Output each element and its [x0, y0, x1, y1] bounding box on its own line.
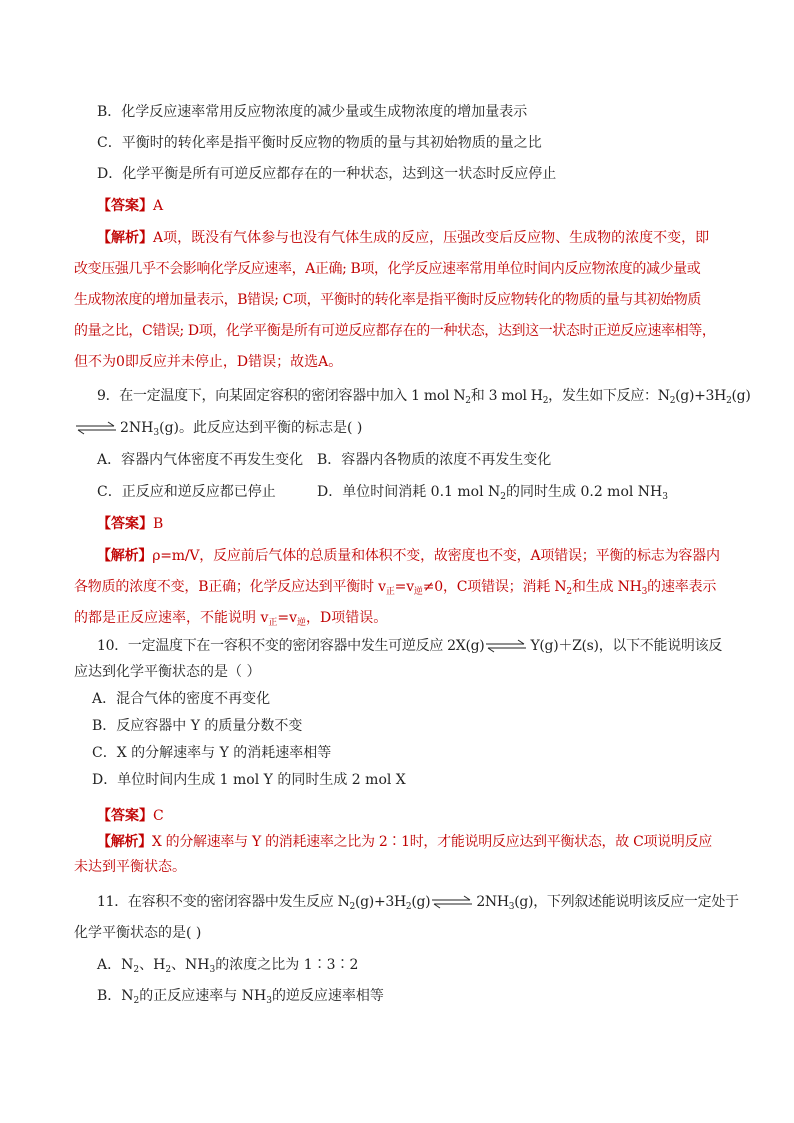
equilibrium-arrow-icon: [74, 418, 120, 438]
q9-analysis-line-1: 【解析】ρ=m/V，反应前后气体的总质量和体积不变，故密度也不变，A项错误；平衡的标志为容器内: [97, 548, 720, 564]
answer-label: 【答案】: [97, 808, 153, 824]
q11-option-b: B．$N_2$的正反应速率与 $NH_3$的逆反应速率相等: [97, 988, 384, 1006]
q11-option-a: A．$N_2$、$H_2$、$NH_3$的浓度之比为 1∶3∶2: [97, 957, 359, 975]
q11-stem-line-2: 化学平衡状态的是( ): [74, 925, 202, 941]
q8-option-b: B．化学反应速率常用反应物浓度的减少量或生成物浓度的增加量表示: [97, 104, 528, 120]
q8-analysis-line-3: 生成物浓度的增加量表示，B错误; C项，平衡时的转化率是指平衡时反应物转化的物质的量与其初始物质: [74, 292, 701, 308]
q9-analysis-line-3: 的都是正反应速率，不能说明 $v_正=v_逆$，D项错误。: [74, 610, 388, 628]
q9-analysis-line-2: 各物质的浓度不变，B正确；化学反应达到平衡时 $v_正=v_逆\ne 0$，C项错误；消耗 $N_2$和生成 $NH_3$的速率表示: [74, 579, 717, 597]
q9-option-a: A．容器内气体密度不再发生变化: [97, 452, 304, 468]
q8-analysis-line-4: 的量之比，C错误; D项，化学平衡是所有可逆反应都存在的一种状态，达到这一状态时正逆反应速率相等，: [74, 323, 716, 339]
q10-stem-line-2: 应达到化学平衡状态的是（ ）: [74, 664, 261, 680]
equilibrium-arrow-icon: [484, 636, 530, 656]
q10-analysis-line-2: 未达到平衡状态。: [74, 859, 186, 875]
q8-option-d: D．化学平衡是所有可逆反应都存在的一种状态，达到这一状态时反应停止: [97, 166, 557, 182]
analysis-label: 【解析】: [97, 834, 152, 850]
analysis-label: 【解析】: [97, 548, 153, 564]
q10-option-c: C．X 的分解速率与 Y 的消耗速率相等: [92, 745, 332, 761]
q9-stem-line-1: 9．在一定温度下，向某固定容积的密闭容器中加入 1 mol $N_2$和 3 mol $H_2$，发生如下反应：$N_2(g)+3H_2(g)$: [97, 388, 751, 406]
q10-answer: [97, 806, 164, 826]
analysis-label: 【解析】: [97, 230, 153, 246]
answer-label: 【答案】: [97, 198, 153, 214]
q8-analysis-line-5: 但不为0即反应并未停止，D错误；故选A。: [74, 354, 343, 370]
q8-analysis-line-2: 改变压强几乎不会影响化学反应速率，A正确; B项，化学反应速率常用单位时间内反应物浓度的减少量或: [74, 261, 701, 277]
q9-option-b: B．容器内各物质的浓度不再发生变化: [317, 452, 552, 468]
q10-option-d: D．单位时间内生成 1 mol Y 的同时生成 2 mol X: [92, 772, 406, 788]
equilibrium-arrow-icon: [430, 892, 476, 912]
answer-value: B: [153, 516, 164, 532]
q9-answer: [97, 514, 163, 534]
q10-analysis-line-1: 【解析】X 的分解速率与 Y 的消耗速率之比为 2∶1时，才能说明反应达到平衡状态，故 C项说明反应: [97, 834, 712, 850]
answer-label: 【答案】: [97, 516, 153, 532]
q10-option-a: A．混合气体的密度不再变化: [92, 691, 271, 707]
q9-stem-line-2: $2NH_3(g)$。此反应达到平衡的标志是( ): [74, 418, 362, 443]
q8-analysis-line-1: 【解析】A项，既没有气体参与也没有气体生成的反应，压强改变后反应物、生成物的浓度不变，即: [97, 230, 710, 246]
q9-option-d: D．单位时间消耗 0.1 mol $N_2$的同时生成 0.2 mol $NH_3$: [317, 484, 669, 502]
q8-option-c: C．平衡时的转化率是指平衡时反应物的物质的量与其初始物质的量之比: [97, 135, 542, 151]
answer-value: A: [153, 198, 164, 214]
answer-value: C: [153, 808, 164, 824]
q10-option-b: B．反应容器中 Y 的质量分数不变: [92, 718, 303, 734]
q10-stem-line-1: 10．一定温度下在一容积不变的密闭容器中发生可逆反应 2X(g) Y(g)＋Z(s)，以下不能说明该反: [97, 638, 723, 654]
q11-stem-line-1: 11．在容积不变的密闭容器中发生反应 $N_2(g)+3H_2(g)$ $2NH_3(g)$，下列叙述能说明该反应一定处于: [97, 894, 739, 912]
q9-option-c: C．正反应和逆反应都已停止: [97, 484, 276, 500]
q8-answer: [97, 196, 163, 216]
